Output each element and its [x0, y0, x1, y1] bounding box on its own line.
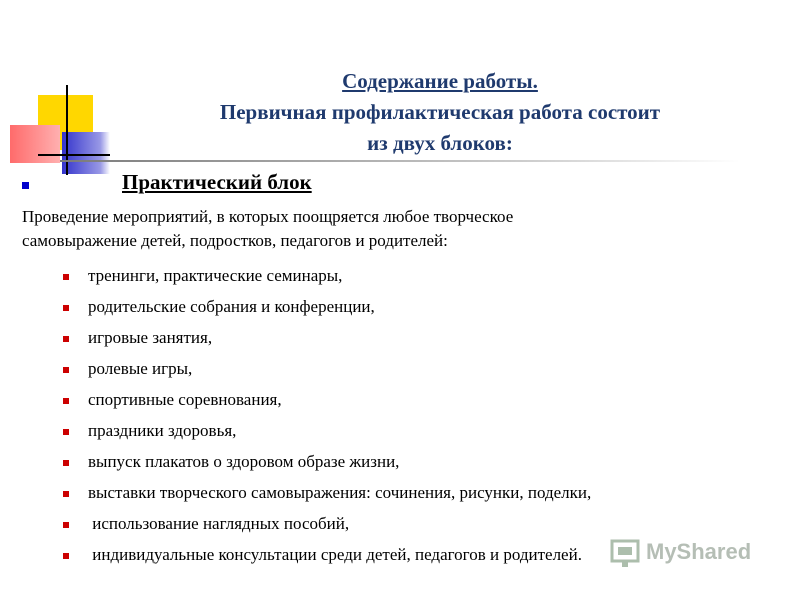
- intro-line-2: самовыражение детей, подростков, педагогов и родителей:: [22, 231, 448, 250]
- title-line-1: Содержание работы.: [342, 69, 538, 93]
- slide-title: [110, 66, 770, 159]
- decor-horizontal-line: [38, 154, 110, 156]
- bullet-icon: [63, 522, 69, 528]
- bullet-icon: [63, 367, 69, 373]
- list-item: родительские собрания и конференции,: [60, 293, 591, 324]
- list-item: игровые занятия,: [60, 324, 591, 355]
- block-heading-text: Практический блок: [122, 170, 312, 194]
- activity-list: [60, 262, 591, 572]
- title-line-2: Первичная профилактическая работа состоит: [219, 100, 661, 124]
- intro-paragraph: [22, 205, 722, 253]
- heading-bullet-icon: [22, 182, 29, 189]
- title-divider: [60, 160, 740, 162]
- bullet-icon: [63, 553, 69, 559]
- bullet-icon: [63, 274, 69, 280]
- list-item: использование наглядных пособий,: [60, 510, 591, 541]
- bullet-icon: [63, 491, 69, 497]
- bullet-icon: [63, 336, 69, 342]
- list-item: выпуск плакатов о здоровом образе жизни,: [60, 448, 591, 479]
- list-item: спортивные соревнования,: [60, 386, 591, 417]
- bullet-icon: [63, 460, 69, 466]
- watermark-logo-icon: [608, 537, 642, 571]
- bullet-icon: [63, 429, 69, 435]
- intro-line-1: Проведение мероприятий, в которых поощряется любое творческое: [22, 207, 514, 226]
- list-item: ролевые игры,: [60, 355, 591, 386]
- list-item: тренинги, практические семинары,: [60, 262, 591, 293]
- title-line-3: из двух блоков:: [367, 131, 513, 155]
- watermark: [606, 535, 766, 575]
- decor-red-square: [10, 125, 60, 163]
- decor-blue-square: [62, 132, 110, 174]
- list-item: выставки творческого самовыражения: сочинения, рисунки, поделки,: [60, 479, 591, 510]
- list-item: праздники здоровья,: [60, 417, 591, 448]
- list-item: индивидуальные консультации среди детей, педагогов и родителей.: [60, 541, 591, 572]
- bullet-icon: [63, 305, 69, 311]
- bullet-icon: [63, 398, 69, 404]
- watermark-text: MyShared: [646, 539, 752, 564]
